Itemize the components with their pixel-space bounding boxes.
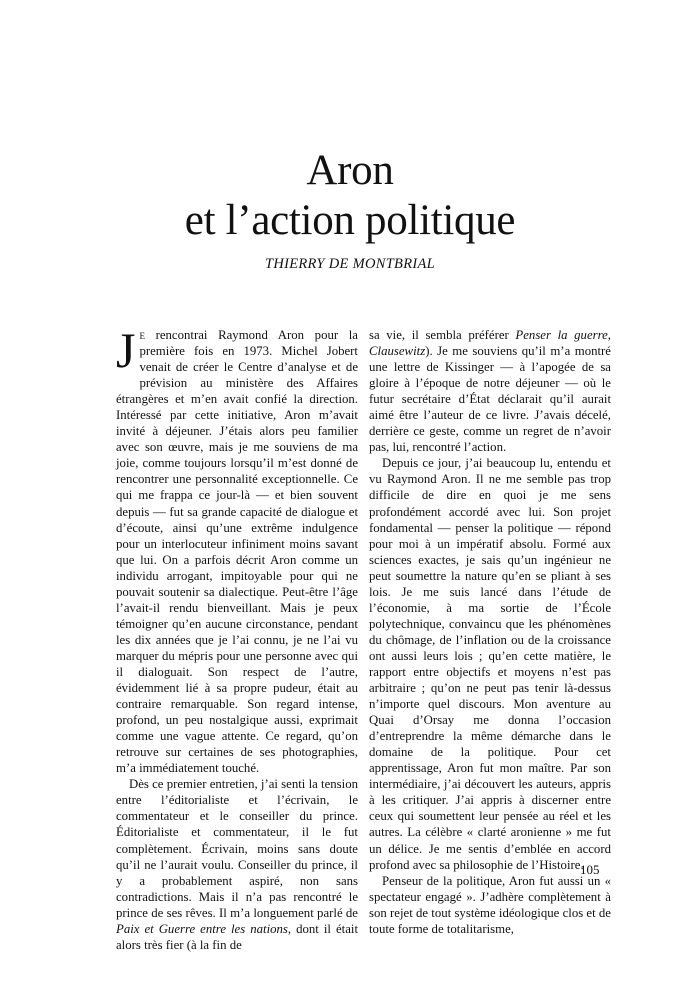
- paragraph-text: rencontrai Raymond Aron pour la première fois en 1973. Michel Jobert venait de créer le Centre d’analyse et de prévision au ministère des Affaires étrangères et m’en avait confié la direction. Intéressé par cette initiative, Aron m’avait invité à déjeuner. J’étais alors peu familier avec son œuvre, mais je me souviens de ma joie, comme toujours lorsqu’il m’est donné de rencontrer une personnalité exceptionnelle. Ce qui me frappa ce jour-là — et bien souvent depuis — fut sa grande capacité de dialogue et d’écoute, ainsi qu’une extrême indulgence pour un interlocuteur infiniment moins savant que lui. On a parfois décrit Aron comme un individu arrogant, impitoyable pour qui ne pouvait soutenir sa dialectique. Peut-être l’âge l’avait-il rendu bienveillant. Mais je peux témoigner qu’en aucune circonstance, pendant les dix années que je l’ai connu, je ne l’ai vu marquer du mépris pour une personne avec qui il dialoguait. Son respect de l’autre, évidemment lié à sa propre pudeur, était au contraire remarquable. Son regard intense, profond, un peu nostalgique aussi, exprimait comme une vague attente. Ce regard, qu’on retrouve sur certaines de ses photographies, m’a immédiatement touché.: [116, 328, 358, 776]
- paragraph: [369, 327, 611, 455]
- title-line-2: et l’action politique: [184, 197, 516, 244]
- paragraph: [116, 322, 358, 776]
- article-title: [0, 146, 700, 246]
- paragraph-text: Dès ce premier entretien, j’ai senti la tension entre l’éditorialiste et l’écrivain, le commentateur et le conseiller du prince. Éditorialiste et commentateur, il le fut complètement. Écrivain, moins sans doute qu’il ne l’aurait voulu. Conseiller du prince, il y a probablement aspiré, non sans contradictions. Mais il n’a pas rencontré le prince de ses rêves. Il m’a longuement parlé de: [116, 777, 358, 920]
- paragraph-text: ). Je me souviens qu’il m’a montré une lettre de Kissinger — à l’apogée de sa gloire à l’époque de notre déjeuner — où le futur secrétaire d’État déclarait qu’il aurait aimé être l’auteur de ce livre. J’avais décelé, derrière ce geste, comme un regret de n’avoir pas, lui, rencontré l’action.: [369, 344, 611, 455]
- paragraph: [369, 455, 611, 872]
- book-title: Penser la guerre, Clausewitz: [369, 328, 611, 359]
- paragraph: [369, 873, 611, 937]
- title-line-1: Aron: [306, 147, 394, 194]
- paragraph: [116, 776, 358, 953]
- book-title: Paix et Guerre entre les nations: [116, 921, 288, 936]
- paragraph-text: sa vie, il sembla préférer: [369, 328, 516, 342]
- page-number: 105: [580, 862, 600, 877]
- text-column-right: [369, 327, 611, 937]
- author-byline: THIERRY DE MONTBRIAL: [264, 256, 436, 272]
- drop-cap: J: [116, 322, 136, 378]
- paragraph-text: , dont il était alors très fier (à la fin de: [116, 921, 358, 952]
- paragraph-text: Penseur de la politique, Aron fut aussi un « spectateur engagé ». J’adhère complètement à son rejet de tout système idéologique clos et de toute forme de totalitarisme,: [369, 873, 611, 936]
- small-caps-lead: e: [139, 328, 145, 342]
- paragraph-text: Depuis ce jour, j’ai beaucoup lu, entendu et vu Raymond Aron. Il ne me semble pas trop difficile de dire en quoi je me sens profondément accordé avec lui. Son projet fondamental — penser la politique — répond pour moi à un impératif absolu. Formé aux sciences exactes, je sais qu’un ingénieur ne peut soumettre la nature qu’en se pliant à ses lois. Je me suis lancé dans l’étude de l’économie, à ma sortie de l’École polytechnique, convaincu que les phénomènes du chômage, de l’inflation ou de la croissance ont aussi leurs lois ; qu’en cette matière, le rapport entre objectifs et moyens n’est pas arbitraire ; qu’on ne peut pas tenir là-dessus n’importe quel discours. Mon aventure au Quai d’Orsay me donna l’occasion d’entreprendre la même démarche dans le domaine de la politique. Pour cet apprentissage, Aron fut mon maître. Par son intermédiaire, j’ai découvert les auteurs, appris à les critiquer. J’ai appris à discerner entre ceux qui soumettent leur pensée au réel et les autres. La célèbre « clarté aronienne » me fut un délice. Je me sentis d’emblée en accord profond avec sa philosophie de l’Histoire.: [369, 456, 611, 872]
- text-column-left: [116, 322, 358, 953]
